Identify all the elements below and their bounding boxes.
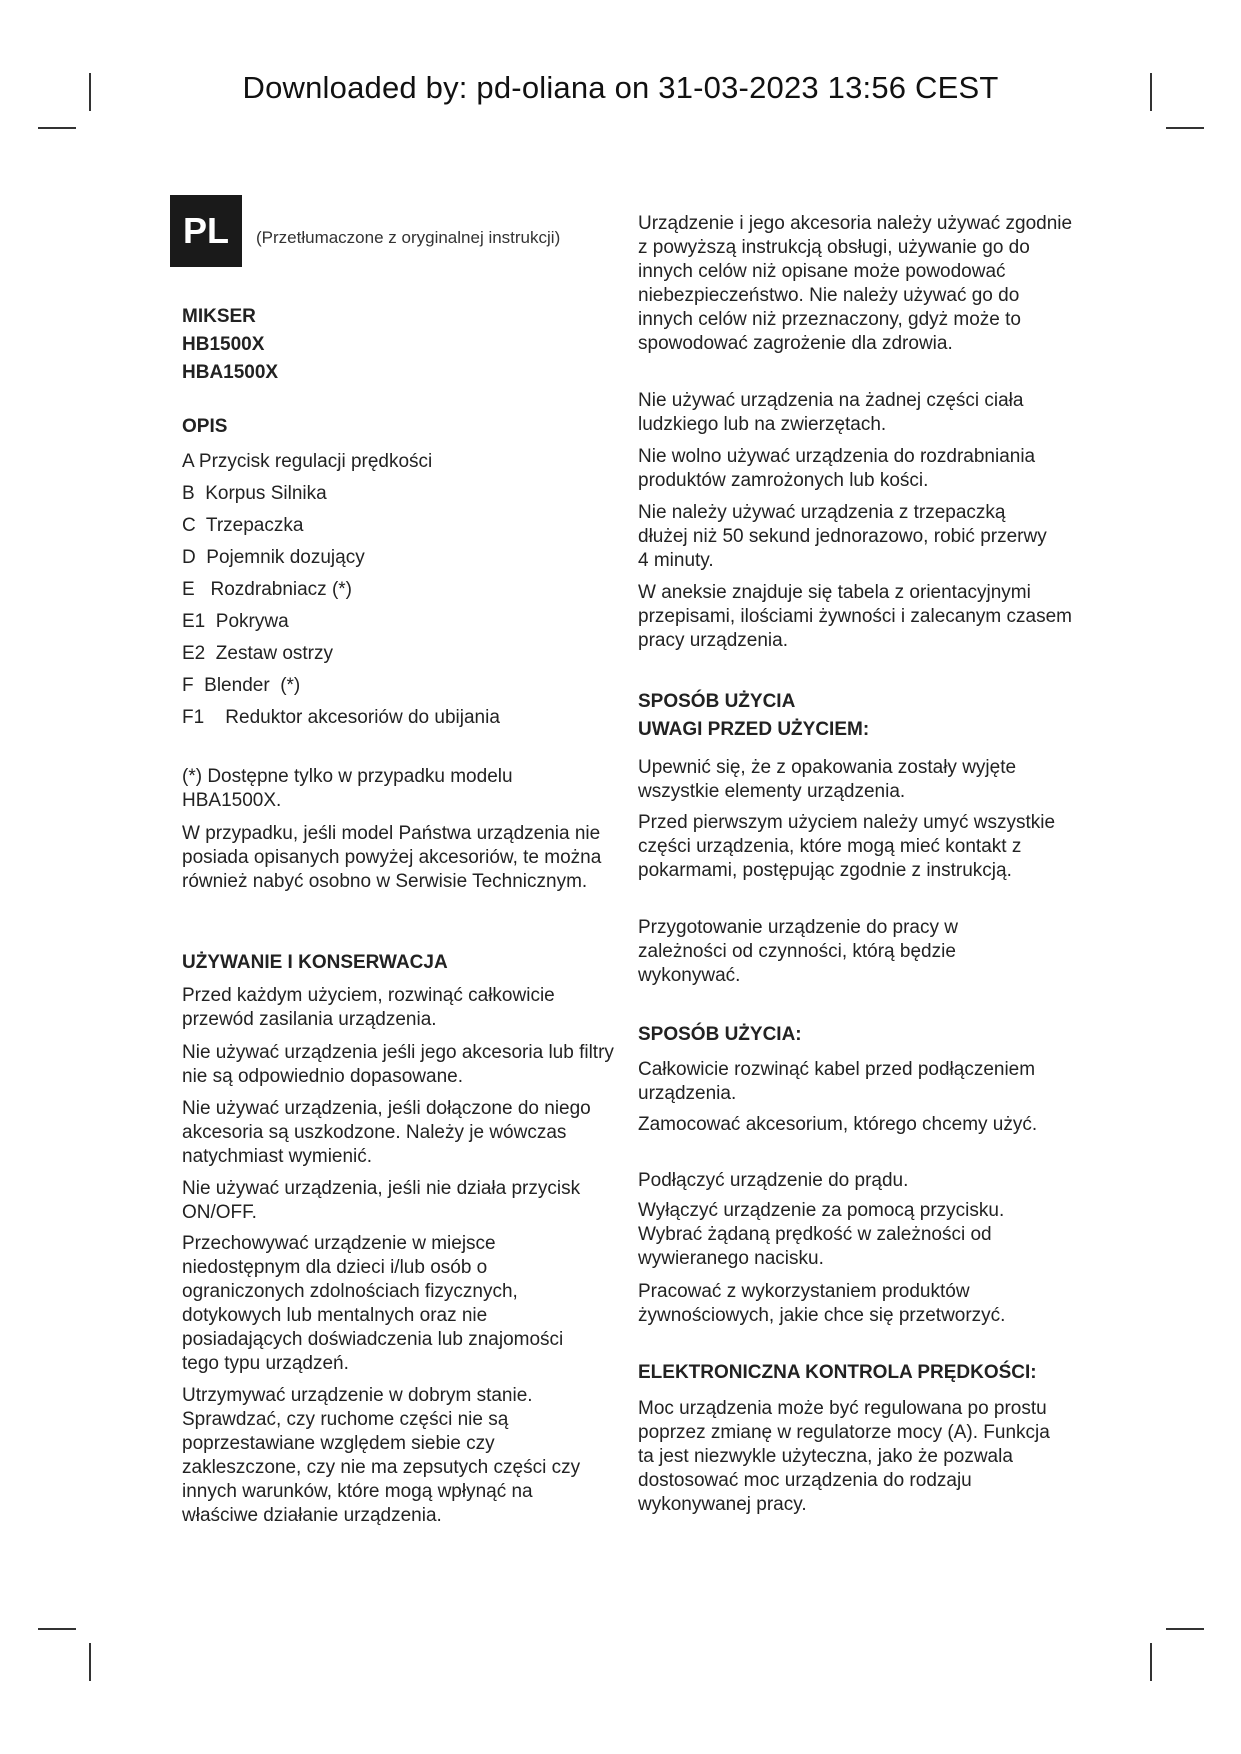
crop-mark xyxy=(1150,1643,1152,1681)
download-banner: Downloaded by: pd-oliana on 31-03-2023 13:56 CEST xyxy=(242,70,999,105)
usage-paragraph: Utrzymywać urządzenie w dobrym stanie. Sprawdzać, czy ruchome części nie są poprzestawiane względem siebie czy zakleszczone, czy nie ma zepsutych części czy innych warunków, które mogą wpłynąć na właściwe działanie urządzenia. xyxy=(182,1385,581,1526)
intro-paragraph: Nie należy używać urządzenia z trzepaczką dłużej niż 50 sekund jednorazowo, robić przerwy 4 minuty. xyxy=(638,502,1047,571)
usage-paragraph: Nie używać urządzenia, jeśli dołączone do niego akcesoria są uszkodzone. Należy je wówczas natychmiast wymienić. xyxy=(182,1098,591,1167)
section-heading: SPOSÓB UŻYCIA xyxy=(638,691,796,712)
list-item: A Przycisk regulacji prędkości xyxy=(182,451,433,472)
crop-mark xyxy=(38,1628,76,1630)
list-item: C Trzepaczka xyxy=(182,515,304,536)
list-item: F1 Reduktor akcesoriów do ubijania xyxy=(182,707,500,728)
list-item: E1 Pokrywa xyxy=(182,611,289,632)
how-to-use-paragraph: Pracować z wykorzystaniem produktów żywnościowych, jakie chce się przetworzyć. xyxy=(638,1281,1006,1326)
product-model-1: HB1500X xyxy=(182,334,265,355)
crop-mark xyxy=(89,1643,91,1681)
crop-mark xyxy=(1166,1628,1204,1630)
product-model-2: HBA1500X xyxy=(182,362,279,383)
section-heading: UWAGI PRZED UŻYCIEM: xyxy=(638,719,870,740)
list-item: F Blender (*) xyxy=(182,675,301,696)
speed-control-paragraph: Moc urządzenia może być regulowana po prostu poprzez zmianę w regulatorze mocy (A). Funkcja ta jest niezwykle użyteczna, jako że pozwala dostosować moc urządzenia do rodzaju wykonywanej pracy. xyxy=(638,1398,1050,1515)
list-item: B Korpus Silnika xyxy=(182,483,327,504)
usage-heading: UŻYWANIE I KONSERWACJA xyxy=(182,952,448,973)
availability-note: (*) Dostępne tylko w przypadku modelu HBA1500X. xyxy=(182,766,513,811)
before-use-paragraph: Przygotowanie urządzenie do pracy w zależności od czynności, którą będzie wykonywać. xyxy=(638,917,959,986)
language-badge: PL xyxy=(170,195,242,267)
crop-mark xyxy=(38,127,76,129)
product-name: MIKSER xyxy=(182,306,256,327)
accessories-note: W przypadku, jeśli model Państwa urządzenia nie posiada opisanych powyżej akcesoriów, te można również nabyć osobno w Serwisie Technicznym. xyxy=(182,823,602,892)
intro-paragraph: Urządzenie i jego akcesoria należy używać zgodnie z powyższą instrukcją obsługi, używanie go do innych celów niż opisane może powodować niebezpieczeństwo. Nie należy używać go do innych celów niż przeznaczony, gdyż może to spowodować zagrożenie dla zdrowia. xyxy=(638,213,1073,354)
section-heading: ELEKTRONICZNA KONTROLA PRĘDKOŚCI: xyxy=(638,1362,1037,1383)
how-to-use-paragraph: Wyłączyć urządzenie za pomocą przycisku. Wybrać żądaną prędkość w zależności od wywieranego nacisku. xyxy=(638,1200,1005,1269)
usage-paragraph: Nie używać urządzenia, jeśli nie działa przycisk ON/OFF. xyxy=(182,1178,581,1223)
before-use-paragraph: Upewnić się, że z opakowania zostały wyjęte wszystkie elementy urządzenia. xyxy=(638,757,1017,802)
translation-note: (Przetłumaczone z oryginalnej instrukcji) xyxy=(256,228,561,247)
how-to-use-paragraph: Całkowicie rozwinąć kabel przed podłączeniem urządzenia. xyxy=(638,1059,1036,1104)
section-heading: SPOSÓB UŻYCIA: xyxy=(638,1024,802,1045)
intro-paragraph: W aneksie znajduje się tabela z orientacyjnymi przepisami, ilościami żywności i zalecanym czasem pracy urządzenia. xyxy=(638,582,1072,651)
intro-paragraph: Nie używać urządzenia na żadnej części ciała ludzkiego lub na zwierzętach. xyxy=(638,390,1024,435)
usage-paragraph: Przechowywać urządzenie w miejsce niedostępnym dla dzieci i/lub osób o ograniczonych zdolnościach fizycznych, dotykowych lub mentalnych oraz nie posiadających doświadczenia lub znajomości tego typu urządzeń. xyxy=(182,1233,564,1374)
usage-paragraph: Przed każdym użyciem, rozwinąć całkowicie przewód zasilania urządzenia. xyxy=(182,985,555,1030)
opis-heading: OPIS xyxy=(182,416,228,437)
intro-paragraph: Nie wolno używać urządzenia do rozdrabniania produktów zamrożonych lub kości. xyxy=(638,446,1036,491)
how-to-use-paragraph: Zamocować akcesorium, którego chcemy użyć. xyxy=(638,1114,1038,1135)
list-item: D Pojemnik dozujący xyxy=(182,547,365,568)
list-item: E Rozdrabniacz (*) xyxy=(182,579,353,600)
crop-mark xyxy=(1166,127,1204,129)
usage-paragraph: Nie używać urządzenia jeśli jego akcesoria lub filtry nie są odpowiednio dopasowane. xyxy=(182,1042,614,1087)
how-to-use-paragraph: Podłączyć urządzenie do prądu. xyxy=(638,1170,909,1191)
before-use-paragraph: Przed pierwszym użyciem należy umyć wszystkie części urządzenia, które mogą mieć kontakt z pokarmami, postępując zgodnie z instrukcją. xyxy=(638,812,1056,881)
parts-list xyxy=(182,446,614,734)
list-item: E2 Zestaw ostrzy xyxy=(182,643,333,664)
